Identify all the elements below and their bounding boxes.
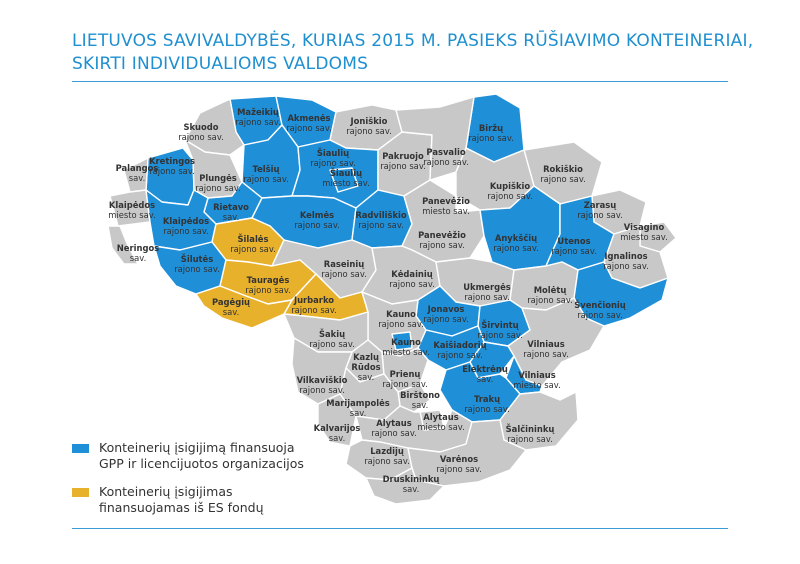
label-radviliskis (355, 210, 407, 230)
label-name-kalvarija: Kalvarijos (313, 423, 361, 433)
label-name-jonava: Jonavos (427, 304, 465, 314)
label-type-kretinga: rajono sav. (149, 166, 195, 176)
legend-es-line1: Konteinerių įsigijimas (99, 484, 233, 499)
label-alytus_m (417, 412, 465, 432)
label-jonava (423, 304, 469, 324)
label-type-jurbarkas: rajono sav. (291, 305, 337, 315)
label-type-silale: rajono sav. (230, 244, 276, 254)
label-type-taurage: rajono sav. (245, 285, 291, 295)
label-moletai (527, 285, 573, 305)
label-type-salcininkai: rajono sav. (507, 434, 553, 444)
label-panevezys_r (418, 230, 466, 250)
label-name-taurage: Tauragės (246, 275, 290, 285)
label-name-lazdijai: Lazdijų (370, 446, 404, 456)
label-pasvalys (423, 147, 469, 167)
label-name-radviliskis: Radviliškio (355, 210, 407, 220)
label-type-klaipeda_r: rajono sav. (163, 226, 209, 236)
label-type-siauliai_m: miesto sav. (322, 178, 370, 188)
label-name-alytus_m: Alytaus (423, 412, 459, 422)
label-ukmerge (463, 282, 511, 302)
label-visaginas (620, 222, 668, 242)
label-utena (551, 236, 597, 256)
label-type-visaginas: miesto sav. (620, 232, 668, 242)
label-type-kalvarija: sav. (328, 433, 346, 443)
label-name-jurbarkas: Jurbarko (293, 295, 335, 305)
label-type-pagegiai: sav. (222, 307, 240, 317)
label-type-kaunas_r: rajono sav. (378, 319, 424, 329)
label-salcininkai (506, 423, 555, 444)
label-type-alytus_r: rajono sav. (371, 428, 417, 438)
label-silute (174, 253, 220, 274)
label-type-kaisiadorys: rajono sav. (437, 350, 483, 360)
label-name-kazlu_ruda: Kazlų (353, 352, 379, 362)
label-name-prienai: Prienų (389, 369, 421, 379)
label-type-zarasai: rajono sav. (577, 210, 623, 220)
label-plunge (195, 173, 241, 193)
label-name-trakai: Trakų (473, 394, 501, 404)
label-name-mazeikiai: Mažeikių (237, 107, 279, 117)
label-name-kretinga: Kretingos (149, 156, 195, 166)
label-name-kupiskis: Kupiškio (489, 181, 531, 191)
label-type-ignalina: rajono sav. (603, 261, 649, 271)
label-type-druskininkai: sav. (402, 484, 420, 494)
label-name-raseiniai: Raseinių (323, 259, 365, 269)
label-type-utena: rajono sav. (551, 246, 597, 256)
label-name-kelme: Kelmės (299, 210, 335, 220)
map-title-line1: LIETUVOS SAVIVALDYBĖS, KURIAS 2015 M. PASIEKS RŪŠIAVIMO KONTEINERIAI, (72, 31, 754, 51)
label-name-anyksciai: Anykščių (494, 233, 538, 243)
label-ignalina (603, 251, 649, 271)
label-name-akmene: Akmenės (287, 113, 331, 123)
label-type-prienai: rajono sav. (382, 379, 428, 389)
label-kaisiadorys (433, 340, 486, 360)
label-klaipeda_r (163, 216, 209, 236)
label-varena (436, 454, 482, 474)
label-name-pagegiai: Pagėgių (211, 297, 251, 307)
label-mazeikiai (235, 107, 281, 127)
label-kupiskis (487, 181, 533, 201)
label-name-vilkaviskis: Vilkaviškio (296, 375, 348, 385)
label-pakruojis (380, 151, 426, 171)
label-name-palanga: Palangos (115, 163, 159, 173)
label-type-plunge: rajono sav. (195, 183, 241, 193)
label-type-birzai: rajono sav. (468, 133, 514, 143)
label-panevezys_m (422, 196, 470, 216)
label-name-zarasai: Zarasų (583, 200, 617, 210)
legend-gpp-line2: GPP ir licencijuotos organizacijos (99, 456, 304, 471)
label-type-kupiskis: rajono sav. (487, 191, 533, 201)
label-joniskis (346, 116, 392, 136)
label-name-skuodas: Skuodo (183, 122, 219, 132)
label-type-kazlu_ruda: sav. (357, 372, 375, 382)
label-anyksciai (493, 233, 539, 253)
label-type-lazdijai: rajono sav. (364, 456, 410, 466)
label-type-pakruojis: rajono sav. (380, 161, 426, 171)
label-type-trakai: rajono sav. (464, 404, 510, 414)
label-name-vilnius_m: Vilniaus (518, 370, 556, 380)
label-type-kaunas_m: miesto sav. (382, 347, 430, 357)
label-name-kaisiadorys: Kaišiadorių (433, 340, 487, 350)
label-raseiniai (321, 259, 367, 279)
label-name-rokiskis: Rokiškio (543, 164, 583, 174)
label-name-siauliai_r: Šiaulių (316, 148, 350, 158)
label-type-kedainiai: rajono sav. (389, 279, 435, 289)
label-type-vilnius_r: rajono sav. (523, 349, 569, 359)
label-type-jonava: rajono sav. (423, 314, 469, 324)
label-type-moletai: rajono sav. (527, 295, 573, 305)
label-type-siauliai_r: rajono sav. (310, 158, 356, 168)
label-name-alytus_r: Alytaus (376, 418, 412, 428)
label-name-rietavas: Rietavo (213, 202, 249, 212)
label-name-svencionys: Švenčionių (574, 300, 626, 310)
map-title-line2: SKIRTI INDIVIDUALIOMS VALDOMS (72, 54, 369, 74)
label-name-druskininkai: Druskininkų (382, 474, 440, 484)
label-type-sakiai: rajono sav. (309, 339, 355, 349)
label-type-neringa: sav. (129, 253, 147, 263)
label-alytus_r (371, 418, 417, 438)
label-type-rokiskis: rajono sav. (540, 174, 586, 184)
label-name-pakruojis: Pakruojo (382, 151, 424, 161)
label-name-birzai: Biržų (478, 123, 504, 133)
label-type-klaipeda_m: miesto sav. (108, 210, 156, 220)
label-sirvintos (477, 319, 523, 340)
label-type-rietavas: sav. (222, 212, 240, 222)
label-name-visaginas: Visagino (623, 222, 665, 232)
label-name-klaipeda_m: Klaipėdos (108, 200, 156, 210)
label-kelme (294, 210, 340, 230)
label-zarasai (577, 200, 623, 220)
label-name-marijampole: Marijampolės (326, 398, 390, 408)
label-name-salcininkai: Šalčininkų (505, 424, 555, 434)
label-name-varena: Varėnos (439, 454, 479, 464)
label-type-telsiai: rajono sav. (243, 174, 289, 184)
label-svencionys (574, 299, 626, 320)
label-name-silute: Šilutės (180, 254, 214, 264)
label-type-panevezys_r: rajono sav. (419, 240, 465, 250)
label-name-ukmerge: Ukmergės (463, 282, 511, 292)
label-type-alytus_m: miesto sav. (417, 422, 465, 432)
label-type-pasvalys: rajono sav. (423, 157, 469, 167)
label-name-ignalina: Ignalinos (604, 251, 648, 261)
label-siauliai_r (310, 147, 356, 168)
label-type-joniskis: rajono sav. (346, 126, 392, 136)
label-type-raseiniai: rajono sav. (321, 269, 367, 279)
label-type-palanga: sav. (128, 173, 146, 183)
label-name-siauliai_m: Šiaulių (329, 168, 363, 178)
label-name-joniskis: Joniškio (350, 116, 388, 126)
label-name-sakiai: Šakių (318, 329, 346, 339)
legend-swatch-orange (72, 488, 89, 497)
label-kedainiai (389, 269, 435, 289)
label-name-kedainiai: Kėdainių (391, 269, 433, 279)
label-skuodas (178, 122, 224, 142)
label-vilnius_r (523, 339, 569, 359)
label-name-neringa: Neringos (116, 243, 160, 253)
label-type-anyksciai: rajono sav. (493, 243, 539, 253)
label-type-mazeikiai: rajono sav. (235, 117, 281, 127)
label-name-kazlu_ruda: Rūdos (351, 362, 381, 372)
bottom-divider (72, 528, 728, 529)
label-name-panevezys_r: Panevėžio (418, 230, 466, 240)
label-type-marijampole: sav. (349, 408, 367, 418)
label-type-akmene: rajono sav. (286, 123, 332, 133)
label-vilkaviskis (297, 375, 348, 395)
label-name-moletai: Molėtų (533, 285, 567, 295)
label-type-vilkaviskis: rajono sav. (299, 385, 345, 395)
label-type-panevezys_m: miesto sav. (422, 206, 470, 216)
label-name-pasvalys: Pasvalio (426, 147, 466, 157)
label-name-kaunas_r: Kauno (386, 309, 416, 319)
label-name-sirvintos: Širvintų (481, 320, 519, 330)
label-klaipeda_m (108, 200, 156, 220)
label-name-birstonas: Birštono (400, 390, 440, 400)
legend-swatch-blue (72, 444, 89, 453)
label-jurbarkas (291, 295, 337, 315)
label-name-kaunas_m: Kauno (391, 337, 421, 347)
label-vilnius_m (513, 370, 561, 390)
label-type-birstonas: sav. (411, 400, 429, 410)
label-taurage (245, 275, 291, 295)
label-type-skuodas: rajono sav. (178, 132, 224, 142)
label-type-svencionys: rajono sav. (577, 310, 623, 320)
label-type-radviliskis: rajono sav. (358, 220, 404, 230)
label-name-utena: Utenos (557, 236, 591, 246)
label-type-varena: rajono sav. (436, 464, 482, 474)
label-name-panevezys_m: Panevėžio (422, 196, 470, 206)
label-name-silale: Šilalės (237, 234, 269, 244)
label-type-ukmerge: rajono sav. (464, 292, 510, 302)
label-type-kelme: rajono sav. (294, 220, 340, 230)
label-type-silute: rajono sav. (174, 264, 220, 274)
label-akmene (286, 113, 332, 133)
label-type-elektrenai: sav. (476, 374, 494, 384)
label-rokiskis (540, 164, 586, 184)
label-name-elektrenai: Elektrėnų (462, 364, 508, 374)
label-type-vilnius_m: miesto sav. (513, 380, 561, 390)
label-name-vilnius_r: Vilniaus (527, 339, 565, 349)
label-name-klaipeda_r: Klaipėdos (162, 216, 210, 226)
label-name-telsiai: Telšių (252, 164, 280, 174)
legend-es-line2: finansuojamas iš ES fondų (99, 500, 264, 515)
legend-gpp-line1: Konteinerių įsigijimą finansuoja (99, 440, 295, 455)
label-name-plunge: Plungės (199, 173, 237, 183)
label-type-sirvintos: rajono sav. (477, 330, 523, 340)
